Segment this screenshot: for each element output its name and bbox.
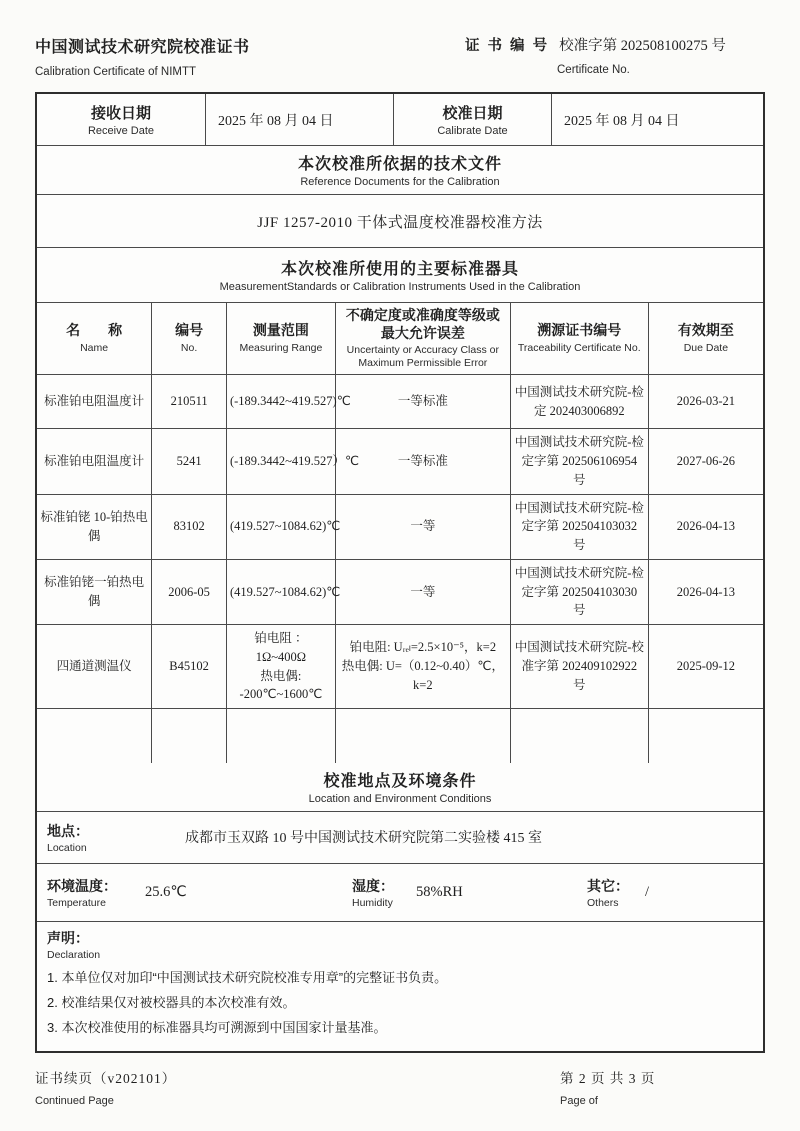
- instrument-name: 标准铂铑 10-铂热电偶: [37, 494, 152, 559]
- page-footer: [35, 1067, 765, 1107]
- declaration-heading-cn: 声明：: [47, 929, 89, 946]
- instrument-uncertainty: 一等标准: [335, 429, 510, 494]
- location-env-heading: 校准地点及环境条件 Location and Environment Conditions: [37, 763, 763, 812]
- calibrate-date-label: 校准日期 Calibrate Date: [394, 94, 552, 145]
- others-label: 其它： Others: [587, 877, 629, 909]
- declaration-section: [37, 922, 763, 1051]
- footer-continued-page: 证书续页（v202101） Continued Page: [35, 1070, 177, 1107]
- humidity-group: [352, 876, 587, 909]
- certificate-body: [35, 92, 765, 1053]
- instrument-name: 标准铂铑一铂热电偶: [37, 559, 152, 624]
- instrument-range: (419.527~1084.62)℃: [226, 559, 335, 624]
- instrument-trace-cert: 中国测试技术研究院-检定字第 202504103032 号: [510, 494, 648, 559]
- standards-table-body: [37, 375, 763, 709]
- instrument-no: B45102: [152, 625, 227, 709]
- standards-table: [37, 303, 763, 763]
- standards-empty-row: [37, 709, 763, 763]
- instrument-trace-cert: 中国测试技术研究院-校准字第 202409102922 号: [510, 625, 648, 709]
- others-value: /: [645, 883, 650, 900]
- standards-table-row: [37, 375, 763, 429]
- dates-row: [37, 94, 763, 146]
- instrument-name: 四通道测温仪: [37, 625, 152, 709]
- instrument-uncertainty: 铂电阻: Uᵣₑₗ=2.5×10⁻⁵，k=2 热电偶: U=（0.12~0.40）℃， k=2: [335, 625, 510, 709]
- instrument-no: 2006-05: [152, 559, 227, 624]
- certificate-no-value: 校准字第 202508100275 号: [559, 38, 726, 54]
- instrument-no: 83102: [152, 494, 227, 559]
- certificate-no-label-en: Certificate No.: [557, 64, 630, 76]
- instrument-uncertainty: 一等标准: [335, 375, 510, 429]
- instrument-due-date: 2027-06-26: [648, 429, 763, 494]
- instrument-range: 铂电阻 ：1Ω~400Ω 热电偶: -200℃~1600℃: [226, 625, 335, 709]
- col-header-no: 编号 No.: [152, 303, 227, 375]
- instrument-uncertainty: 一等: [335, 559, 510, 624]
- reference-docs-heading: 本次校准所依据的技术文件 Reference Documents for the Calibration: [37, 146, 763, 195]
- temperature-label: 环境温度： Temperature: [47, 877, 117, 909]
- instrument-trace-cert: 中国测试技术研究院-检定字第 202504103030 号: [510, 559, 648, 624]
- instrument-due-date: 2026-04-13: [648, 559, 763, 624]
- others-group: [587, 876, 753, 909]
- declaration-item: 3. 本次校准使用的标准器具均可溯源到中国国家计量基准。: [47, 1020, 387, 1036]
- instrument-trace-cert: 中国测试技术研究院-检定字第 202506106954 号: [510, 429, 648, 494]
- location-value: 成都市玉双路 10 号中国测试技术研究院第二实验楼 415 室: [185, 831, 542, 846]
- environment-row: [37, 864, 763, 922]
- reference-document-value: JJF 1257-2010 干体式温度校准器校准方法: [37, 195, 763, 248]
- instrument-range: (-189.3442~419.527)℃: [226, 375, 335, 429]
- humidity-label: 湿度： Humidity: [352, 877, 394, 909]
- instrument-range: (-189.3442~419.527）℃: [226, 429, 335, 494]
- humidity-value: 58%RH: [416, 883, 463, 900]
- receive-date-label: 接收日期 Receive Date: [37, 94, 206, 145]
- document-title-en: Calibration Certificate of NIMTT: [35, 66, 197, 78]
- standards-table-header: [37, 303, 763, 375]
- footer-page-number: 第 2 页 共 3 页 Page of: [560, 1070, 656, 1107]
- document-title-cn: 中国测试技术研究院校准证书: [35, 39, 250, 56]
- instrument-name: 标准铂电阻温度计: [37, 429, 152, 494]
- receive-date-value: 2025 年 08 月 04 日: [206, 94, 394, 145]
- calibrate-date-value: 2025 年 08 月 04 日: [564, 113, 680, 129]
- col-header-range: 测量范围 Measuring Range: [226, 303, 335, 375]
- instrument-name: 标准铂电阻温度计: [37, 375, 152, 429]
- document-header: [35, 34, 765, 80]
- instrument-due-date: 2026-04-13: [648, 494, 763, 559]
- instrument-uncertainty: 一等: [335, 494, 510, 559]
- declaration-item: 2. 校准结果仅对被校器具的本次校准有效。: [47, 994, 296, 1010]
- certificate-no-label-cn: 证 书 编 号: [465, 38, 550, 54]
- certificate-number-block: [465, 34, 765, 76]
- standards-table-row: [37, 429, 763, 494]
- col-header-uncertainty: 不确定度或准确度等级或最大允许误差 Uncertainty or Accuracy Class or Maximum Permissible Error: [335, 303, 510, 375]
- instrument-range: (419.527~1084.62)℃: [226, 494, 335, 559]
- col-header-due-date: 有效期至 Due Date: [648, 303, 763, 375]
- instrument-no: 210511: [152, 375, 227, 429]
- standards-heading: 本次校准所使用的主要标准器具 MeasurementStandards or Calibration Instruments Used in the Calibration: [37, 248, 763, 303]
- declaration-heading-en: Declaration: [47, 948, 101, 961]
- instrument-due-date: 2025-09-12: [648, 625, 763, 709]
- instrument-trace-cert: 中国测试技术研究院-检定 202403006892: [510, 375, 648, 429]
- instrument-no: 5241: [152, 429, 227, 494]
- instrument-due-date: 2026-03-21: [648, 375, 763, 429]
- temperature-value: 25.6℃: [145, 883, 187, 900]
- standards-table-row: [37, 494, 763, 559]
- certificate-number-line: [465, 34, 765, 55]
- standards-table-row: [37, 625, 763, 709]
- temperature-group: [47, 876, 352, 909]
- location-row: [37, 812, 763, 864]
- col-header-traceability: 溯源证书编号 Traceability Certificate No.: [510, 303, 648, 375]
- location-label: 地点： Location: [47, 822, 89, 854]
- declaration-item: 1. 本单位仅对加印“中国测试技术研究院校准专用章”的完整证书负责。: [47, 969, 448, 985]
- standards-table-row: [37, 559, 763, 624]
- col-header-name: 名 称 Name: [37, 303, 152, 375]
- declaration-items: [47, 965, 753, 1041]
- document-title-block: [35, 34, 250, 78]
